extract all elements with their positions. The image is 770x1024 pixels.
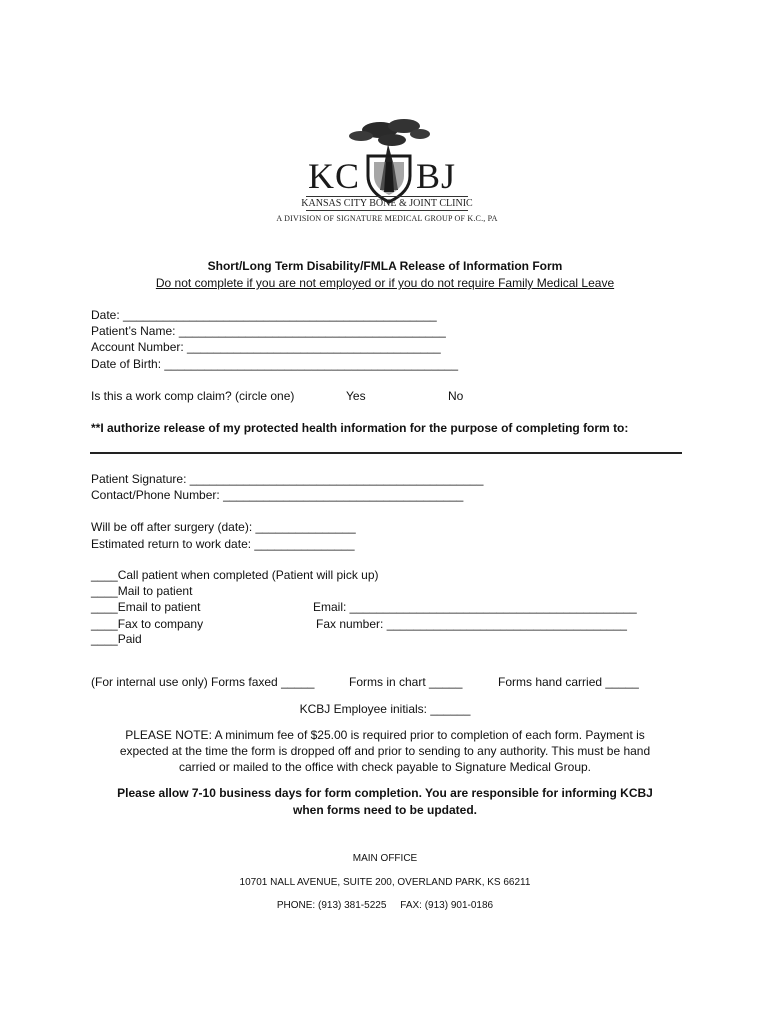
processing-time-line2: when forms need to be updated. [292, 803, 477, 817]
email-field[interactable]: Email: ___________________________________________ [313, 600, 637, 614]
patient-name-field[interactable]: Patient’s Name: ________________________________________ [91, 324, 446, 338]
internal-forms-in-chart[interactable]: Forms in chart _____ [349, 675, 463, 689]
logo-rule-bottom [306, 210, 468, 211]
fee-note-line2: expected at the time the form is dropped off and prior to sending to any authority. This must be hand [119, 744, 651, 758]
logo-division: A DIVISION OF SIGNATURE MEDICAL GROUP OF K.C., PA [276, 214, 498, 223]
contact-phone-field[interactable]: Contact/Phone Number: ____________________________________ [91, 488, 464, 502]
option-email-patient[interactable]: ____Email to patient [91, 600, 201, 614]
return-to-work-field[interactable]: Estimated return to work date: _______________ [91, 537, 355, 551]
date-of-birth-field[interactable]: Date of Birth: ____________________________________________ [91, 357, 459, 371]
processing-time-line1: Please allow 7-10 business days for form completion. You are responsible for informing KCBJ [117, 786, 653, 800]
logo-clinic-name: KANSAS CITY BONE & JOINT CLINIC [301, 198, 473, 209]
logo-rule-top [306, 196, 468, 197]
employee-initials-field[interactable]: KCBJ Employee initials: ______ [299, 702, 471, 716]
option-fax-company[interactable]: ____Fax to company [91, 617, 204, 631]
option-paid[interactable]: ____Paid [91, 632, 142, 646]
internal-forms-faxed[interactable]: (For internal use only) Forms faxed _____ [91, 675, 315, 689]
option-mail-patient[interactable]: ____Mail to patient [91, 584, 193, 598]
form-title: Short/Long Term Disability/FMLA Release of Information Form [207, 259, 563, 273]
date-field[interactable]: Date: _______________________________________________ [91, 308, 437, 322]
footer-main-office: MAIN OFFICE [352, 853, 418, 864]
authorize-recipient-line[interactable] [90, 452, 682, 454]
form-subtitle [0, 276, 770, 290]
form-subtitle-text: Do not complete if you are not employed or if you do not require Family Medical Leave [155, 276, 615, 290]
off-after-surgery-field[interactable]: Will be off after surgery (date): _______________ [91, 520, 356, 534]
footer-phone-fax: PHONE: (913) 381-5225 FAX: (913) 901-0186 [276, 900, 494, 911]
authorize-statement: **I authorize release of my protected health information for the purpose of completing form to: [91, 421, 629, 435]
fee-note-line3: carried or mailed to the office with check payable to Signature Medical Group. [179, 760, 591, 774]
patient-signature-field[interactable]: Patient Signature: ____________________________________________ [91, 472, 484, 486]
logo-letters-bj: BJ [416, 156, 457, 196]
work-comp-question: Is this a work comp claim? (circle one) [91, 389, 295, 403]
clinic-logo [228, 96, 546, 236]
work-comp-no[interactable]: No [448, 389, 464, 403]
option-call-patient[interactable]: ____Call patient when completed (Patient will pick up) [91, 568, 379, 582]
fax-number-field[interactable]: Fax number: ____________________________________ [316, 617, 627, 631]
internal-forms-hand-carried[interactable]: Forms hand carried _____ [498, 675, 639, 689]
footer-address: 10701 NALL AVENUE, SUITE 200, OVERLAND PARK, KS 66211 [239, 877, 531, 888]
fee-note-line1: PLEASE NOTE: A minimum fee of $25.00 is required prior to completion of each form. Payment is [125, 728, 645, 742]
work-comp-yes[interactable]: Yes [346, 389, 366, 403]
logo-letters-kc: KC [308, 156, 361, 196]
account-number-field[interactable]: Account Number: ______________________________________ [91, 340, 441, 354]
